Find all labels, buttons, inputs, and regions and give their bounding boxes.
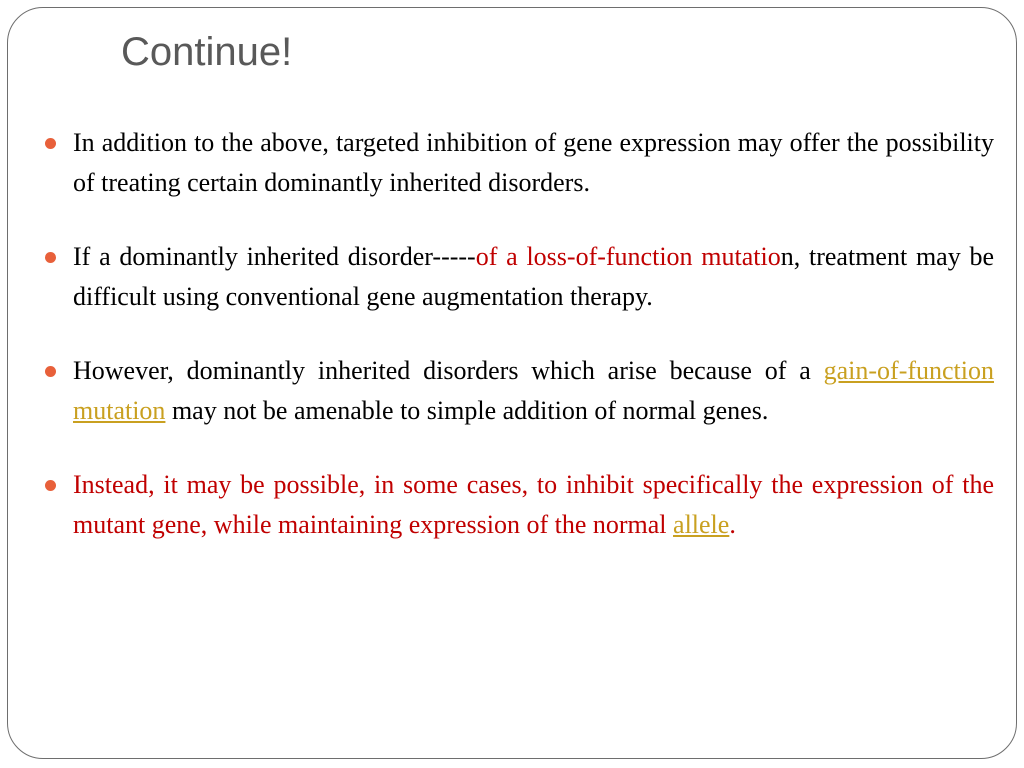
bullet-text-end: n, treatment may be difficult using conventional gene augmentation therapy. [73, 242, 995, 311]
slide-title: Continue! [121, 30, 293, 74]
bullet-list [45, 123, 994, 579]
bullet-dot-icon [45, 480, 56, 491]
allele-link[interactable]: allele [673, 510, 730, 539]
bullet-text: In addition to the above, targeted inhibition of gene expression may offer the possibility of treating certain dominantly inherited disorders. [73, 128, 994, 197]
bullet-dot-icon [45, 138, 56, 149]
bullet-dot-icon [45, 366, 56, 377]
bullet-text-end: . [729, 510, 736, 539]
highlighted-phrase: of a loss-of-function mutatio [475, 242, 781, 271]
bullet-item-1 [45, 123, 994, 203]
bullet-item-2 [45, 237, 994, 317]
bullet-text-end: may not be amenable to simple addition of normal genes. [165, 396, 769, 425]
gain-of-function-link[interactable]: gain-of-function mutation [73, 356, 994, 425]
bullet-text-start: However, dominantly inherited disorders which arise because of a [73, 356, 824, 385]
bullet-text-start: Instead, it may be possible, in some cases, to inhibit specifically the expression of the mutant gene, while maintaining expression of the normal [73, 470, 994, 539]
bullet-dot-icon [45, 252, 56, 263]
bullet-item-4 [45, 465, 994, 545]
slide-frame [7, 7, 1017, 759]
bullet-text-start: If a dominantly inherited disorder----- [73, 242, 476, 271]
bullet-item-3 [45, 351, 994, 431]
